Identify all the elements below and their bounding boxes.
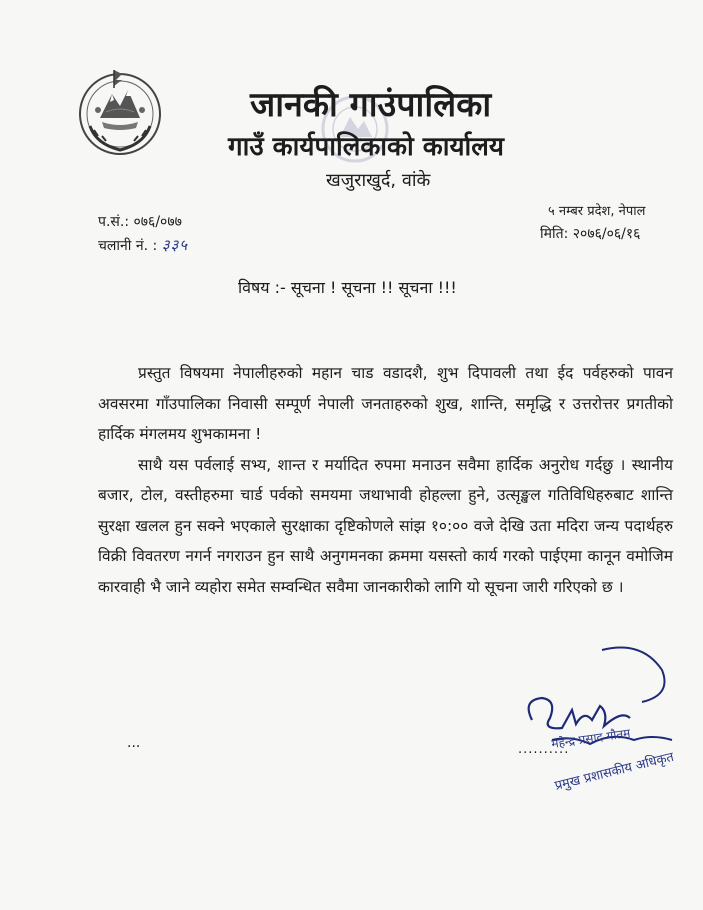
office-name: गाउँ कार्यपालिकाको कार्यालय — [228, 132, 504, 162]
notice-date: मिति: २०७६/०६/१६ — [540, 226, 641, 242]
body-paragraph: प्रस्तुत विषयमा नेपालीहरुको महान चाड वडादशै, शुभ दिपावली तथा ईद पर्वहरुको पावन अवसरमा गाँउपालिका निवासी सम्पूर्ण नेपाली जनताहरुको शुख, शान्ति, समृद्धि र उत्तरोत्तर प्रगतीको हार्दिक मंगलमय शुभकामना ! — [98, 364, 673, 443]
signatory-name: महेन्द्र प्रसाद गौतम — [550, 726, 632, 751]
reference-number: प.सं.: ०७६/०७७ — [98, 214, 182, 230]
dispatch-label: चलानी नं. : — [98, 238, 158, 254]
municipality-name: जानकी गाउंपालिका — [250, 85, 492, 125]
nepal-emblem-icon — [76, 66, 164, 158]
dispatch-number: ३३५ — [161, 236, 189, 254]
handwritten-signature — [512, 640, 702, 800]
signatory-designation: प्रमुख प्रशासकीय अधिकृत — [553, 749, 676, 794]
dispatch-number-line — [98, 235, 188, 255]
notice-subject: विषय :- सूचना ! सूचना !! सूचना !!! — [238, 278, 457, 297]
notice-body — [98, 358, 673, 602]
left-dotted-line: ... — [127, 735, 141, 751]
right-dotted-line: .......... — [518, 742, 570, 757]
body-paragraph: साथै यस पर्वलाई सभ्य, शान्त र मर्यादित रुपमा मनाउन सवैमा हार्दिक अनुरोध गर्दछु । स्थानीय बजार, टोल, वस्तीहरुमा चार्ड पर्वको समयमा जथाभावी होहल्ला हुने, उत्सृङ्खल गतिविधिहरुबाट शान्ति सुरक्षा खलल हुन सक्ने भएकाले सुरक्षाका दृष्टिकोणले सांझ १०:०० वजे देखि उता मदिरा जन्य पदार्थहरु विक्री विवतरण नगर्न नगराउन हुन साथै अनुगमनका क्रममा यसस्तो कार्य गरको पाईएमा कानून वमोजिम कारवाही भै जाने व्यहोरा समेत सम्वन्धित सवैमा जानकारीको लागि यो सूचना जारी गरिएको छ । — [98, 455, 673, 596]
province-address: ५ नम्बर प्रदेश, नेपाल — [548, 204, 646, 219]
office-location: खजुराखुर्द, वांके — [326, 170, 431, 191]
